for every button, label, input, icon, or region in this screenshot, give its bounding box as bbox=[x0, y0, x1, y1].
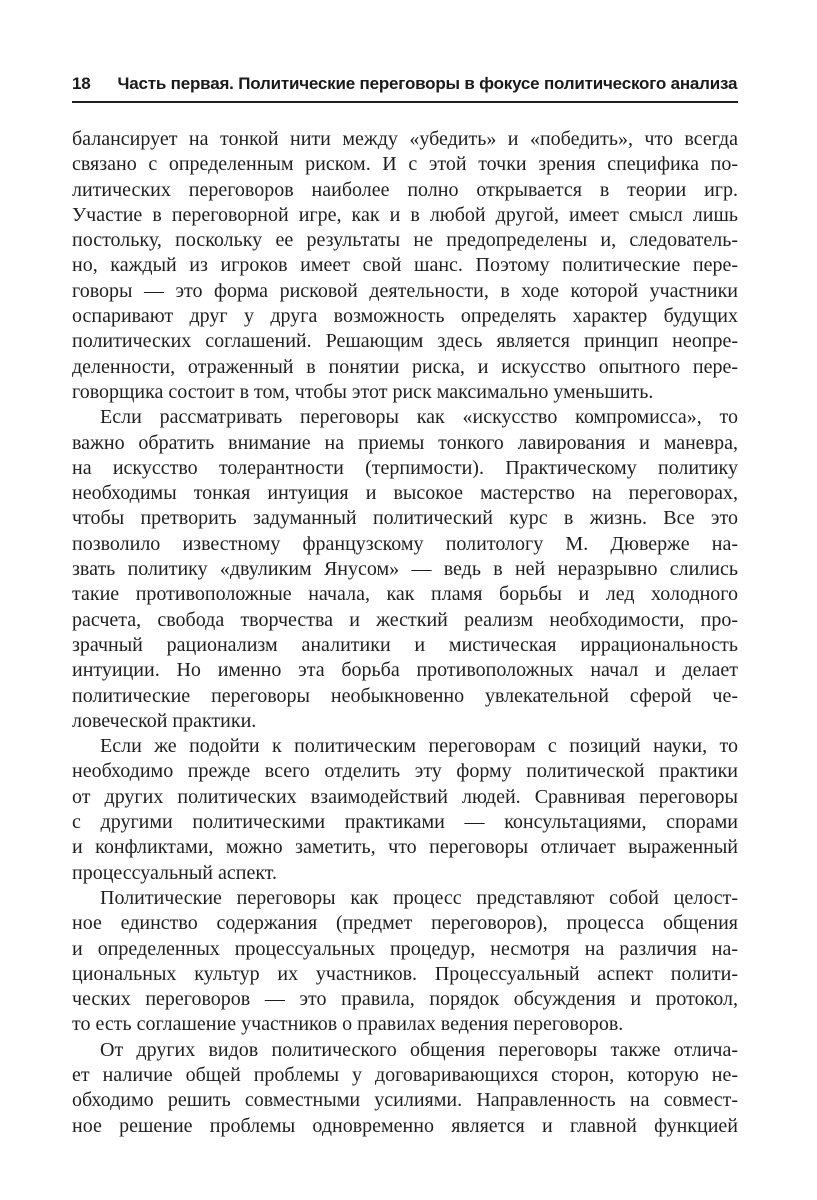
text-line: от других политических взаимодействий людей. Сравнивая переговоры bbox=[72, 785, 738, 808]
text-line: Если же подойти к политическим переговорам с позиций науки, то bbox=[100, 735, 738, 758]
text-line: От других видов политического общения переговоры также отлича- bbox=[100, 1038, 738, 1061]
text-line: постольку, поскольку ее результаты не предопределены и, следователь- bbox=[72, 229, 738, 252]
text-line: Участие в переговорной игре, как и в любой другой, имеет смысл лишь bbox=[72, 203, 738, 226]
text-line: балансирует на тонкой нити между «убедить» и «победить», что всегда bbox=[72, 128, 738, 150]
paragraph bbox=[72, 405, 738, 734]
paragraph bbox=[72, 1038, 738, 1139]
text-line: говорщика состоит в том, чтобы этот риск максимально уменьшить. bbox=[72, 380, 654, 403]
text-line: то есть соглашение участников о правилах ведения переговоров. bbox=[72, 1013, 624, 1036]
text-line: ное решение проблемы одновременно является и главной функцией bbox=[72, 1114, 738, 1137]
text-line: чтобы претворить задуманный политический курс в жизнь. Все это bbox=[72, 507, 738, 530]
text-line: деленности, отраженный в понятии риска, и искусство опытного пере- bbox=[72, 355, 738, 378]
paragraph bbox=[72, 734, 738, 886]
text-line: ческих переговоров — это правила, порядок обсуждения и протокол, bbox=[72, 988, 738, 1011]
text-line: ловеческой практики. bbox=[72, 709, 257, 732]
text-line: Если рассматривать переговоры как «искусство компромисса», то bbox=[100, 406, 738, 429]
paragraph bbox=[72, 886, 738, 1038]
text-line: важно обратить внимание на приемы тонкого лавирования и маневра, bbox=[72, 431, 738, 454]
text-line: циональных культур их участников. Процессуальный аспект полити- bbox=[72, 962, 738, 985]
text-line: расчета, свобода творчества и жесткий реализм необходимости, про- bbox=[72, 608, 738, 631]
paragraph bbox=[72, 127, 738, 405]
text-line: ное единство содержания (предмет переговоров), процесса общения bbox=[72, 912, 738, 935]
text-line: зрачный рационализм аналитики и мистическая иррациональность bbox=[72, 633, 738, 656]
text-line: необходимо прежде всего отделить эту форму политической практики bbox=[72, 760, 738, 783]
text-line: оспаривают друг у друга возможность определять характер будущих bbox=[72, 305, 738, 328]
text-line: но, каждый из игроков имеет свой шанс. Поэтому политические пере- bbox=[72, 254, 738, 277]
text-line: на искусство толерантности (терпимости). Практическому политику bbox=[72, 456, 738, 479]
text-line: говоры — это форма рисковой деятельности, в ходе которой участники bbox=[72, 279, 738, 302]
text-line: ет наличие общей проблемы у договаривающихся сторон, которую не- bbox=[72, 1063, 738, 1086]
text-line: позволило известному французскому политологу М. Дюверже на- bbox=[72, 532, 738, 555]
text-line: и определенных процессуальных процедур, несмотря на различия на- bbox=[72, 937, 738, 960]
text-line: процессуальный аспект. bbox=[72, 861, 278, 884]
running-title: Часть первая. Политические переговоры в фокусе политического анализа bbox=[117, 74, 738, 93]
page-number: 18 bbox=[72, 74, 91, 93]
text-line: Политические переговоры как процесс представляют собой целост- bbox=[100, 886, 738, 909]
text-line: звать политику «двуликим Янусом» — ведь в ней неразрывно слились bbox=[72, 558, 738, 581]
text-line: необходимы тонкая интуиция и высокое мастерство на переговорах, bbox=[72, 482, 738, 505]
text-line: с другими политическими практиками — консультациями, спорами bbox=[72, 811, 738, 834]
text-line: и конфликтами, можно заметить, что переговоры отличает выраженный bbox=[72, 836, 738, 859]
text-line: политических соглашений. Решающим здесь является принцип неопре- bbox=[72, 330, 738, 353]
running-head bbox=[72, 74, 738, 103]
text-line: обходимо решить совместными усилиями. Направленность на совмест- bbox=[72, 1089, 738, 1112]
text-line: политические переговоры необыкновенно увлекательной сферой че- bbox=[72, 684, 738, 707]
text-line: литических переговоров наиболее полно открывается в теории игр. bbox=[72, 178, 738, 201]
body-text bbox=[72, 127, 738, 1139]
text-line: интуиции. Но именно эта борьба противоположных начал и делает bbox=[72, 659, 738, 682]
text-line: такие противоположные начала, как пламя борьбы и лед холодного bbox=[72, 583, 738, 606]
text-line: связано с определенным риском. И с этой точки зрения специфика по- bbox=[72, 153, 738, 176]
